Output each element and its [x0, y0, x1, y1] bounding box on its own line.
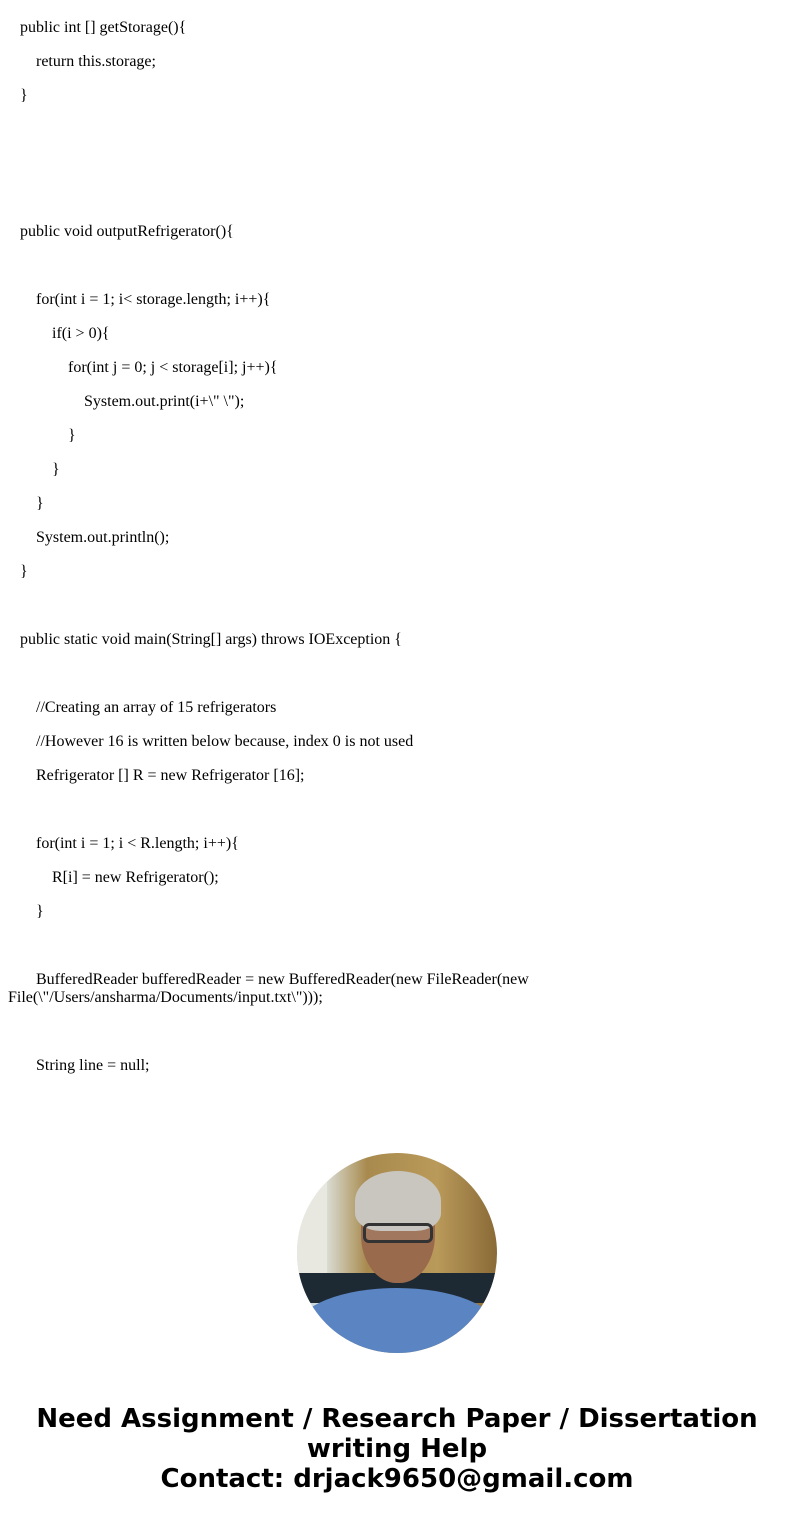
- code-line: if(i > 0){: [52, 325, 110, 342]
- code-line: return this.storage;: [36, 53, 156, 70]
- code-line: BufferedReader bufferedReader = new BufferedReader(new FileReader(new File(\"/Users/ansharma/Documents/input.txt\")));: [8, 971, 529, 1006]
- code-line: }: [52, 461, 60, 478]
- code-line: public int [] getStorage(){: [20, 19, 187, 36]
- code-line: public static void main(String[] args) throws IOException {: [20, 631, 402, 648]
- code-line: public void outputRefrigerator(){: [20, 223, 234, 240]
- code-line: Refrigerator [] R = new Refrigerator [16];: [36, 767, 305, 784]
- code-line: }: [36, 903, 44, 920]
- code-line: System.out.println();: [36, 529, 170, 546]
- contact-banner: [0, 1404, 794, 1494]
- code-line: }: [36, 495, 44, 512]
- contact-email: Contact: drjack9650@gmail.com: [160, 1464, 634, 1494]
- code-line: System.out.print(i+\" \");: [84, 393, 245, 410]
- banner-line-1: Need Assignment / Research Paper / Dissertation: [36, 1404, 758, 1434]
- code-line: R[i] = new Refrigerator();: [52, 869, 219, 886]
- code-line: }: [20, 563, 28, 580]
- code-document: [8, 11, 788, 1083]
- code-line: for(int i = 1; i < R.length; i++){: [36, 835, 239, 852]
- code-line: for(int i = 1; i< storage.length; i++){: [36, 291, 271, 308]
- code-line: }: [20, 87, 28, 104]
- code-line: }: [68, 427, 76, 444]
- banner-line-2: writing Help: [306, 1434, 488, 1464]
- code-line: String line = null;: [36, 1057, 150, 1074]
- code-comment: //However 16 is written below because, index 0 is not used: [36, 733, 414, 750]
- author-photo: [297, 1153, 497, 1353]
- code-line: for(int j = 0; j < storage[i]; j++){: [68, 359, 278, 376]
- code-comment: //Creating an array of 15 refrigerators: [36, 699, 277, 716]
